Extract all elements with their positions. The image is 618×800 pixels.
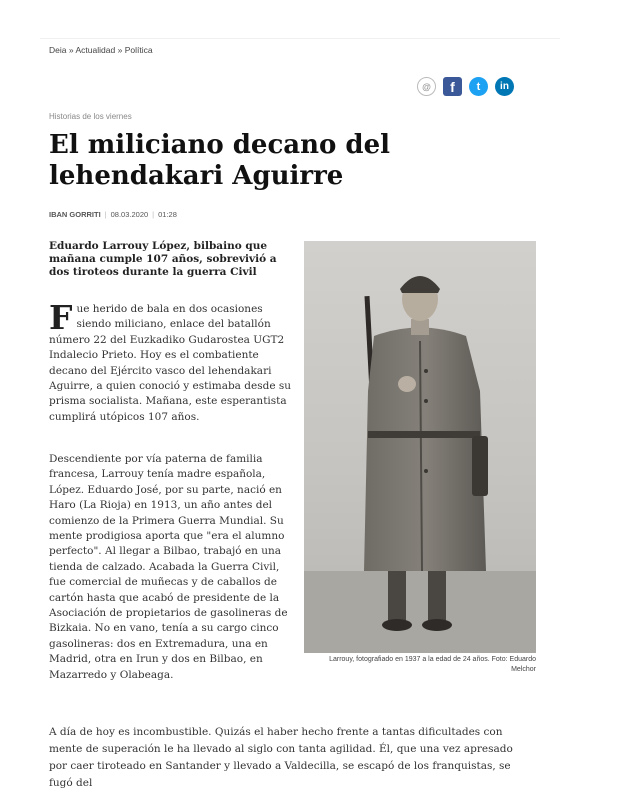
article-paragraph <box>49 298 294 425</box>
breadcrumb-site-link[interactable]: Deia <box>49 45 67 55</box>
article-photo[interactable] <box>304 241 536 653</box>
article-subtitle: Eduardo Larrouy López, bilbaino que mañana cumple 107 años, sobrevivió a dos tiroteos durante la guerra Civil <box>49 240 277 278</box>
publish-date: 08.03.2020 <box>110 210 149 219</box>
email-share-icon[interactable]: @ <box>417 77 436 96</box>
breadcrumb-separator: » <box>117 45 123 55</box>
linkedin-share-icon[interactable]: in <box>495 77 514 96</box>
breadcrumb <box>49 45 153 55</box>
top-divider <box>40 38 560 39</box>
article-headline: El miliciano decano del lehendakari Aguirre <box>49 130 391 191</box>
breadcrumb-separator: » <box>68 45 74 55</box>
section-label[interactable]: Historias de los viernes <box>49 112 132 121</box>
share-bar <box>417 77 514 96</box>
drop-cap: F <box>49 298 73 337</box>
byline <box>49 210 177 219</box>
photo-caption: Larrouy, fotografiado en 1937 a la edad de 24 años. Foto: Eduardo Melchor <box>329 656 536 673</box>
byline-divider: | <box>152 210 155 219</box>
breadcrumb-subsection-link[interactable]: Política <box>124 45 153 55</box>
publish-time: 01:28 <box>158 210 177 219</box>
twitter-share-icon[interactable]: t <box>469 77 488 96</box>
author-name[interactable]: IBAN GORRITI <box>49 210 101 219</box>
facebook-share-icon[interactable]: f <box>443 77 462 96</box>
article-paragraph: Descendiente por vía paterna de familia francesa, Larrouy tenía madre española, López. Eduardo José, por su parte, nació en Haro (La Rioja) en 1913, un año antes del comienzo de la Primera Guerra Mundial. Su mente prodigiosa aporta que "era el alumno perfecto". Al llegar a Bilbao, trabajó en una tienda de calzado. Acabada la Guerra Civil, fue comercial de muñecas y de caballos de cartón hasta que acabó de presidente de la Asociación de propietarios de gasolineras de Bizkaia. No en vano, tenía a su cargo cinco gasolineras: dos en Extremadura, una en Madrid, otra en Irun y dos en Bilbao, en Mazarredo y Olabeaga. <box>49 453 288 681</box>
paragraph-text: ue herido de bala en dos ocasiones siendo miliciano, enlace del batallón número 22 del Euzkadiko Gudarostea UGT2 Indalecio Prieto. Hoy es el combatiente decano del Ejército vasco del lehendakari Aguirre, a quien conoció y estimaba desde su prisma socialista. Mañana, este esperantista cumplirá utópicos 107 años. <box>49 303 292 423</box>
breadcrumb-section-link[interactable]: Actualidad <box>75 45 116 55</box>
soldier-portrait-image <box>304 241 536 653</box>
byline-divider: | <box>104 210 107 219</box>
article-paragraph: A día de hoy es incombustible. Quizás el haber hecho frente a tantas dificultades con mente de superación le ha llevado al siglo con tanta agilidad. Él, que una vez apresado por caer tiroteado en Santander y llevado a Valdecilla, se escapó de los franquistas, se fugó del <box>49 726 513 789</box>
